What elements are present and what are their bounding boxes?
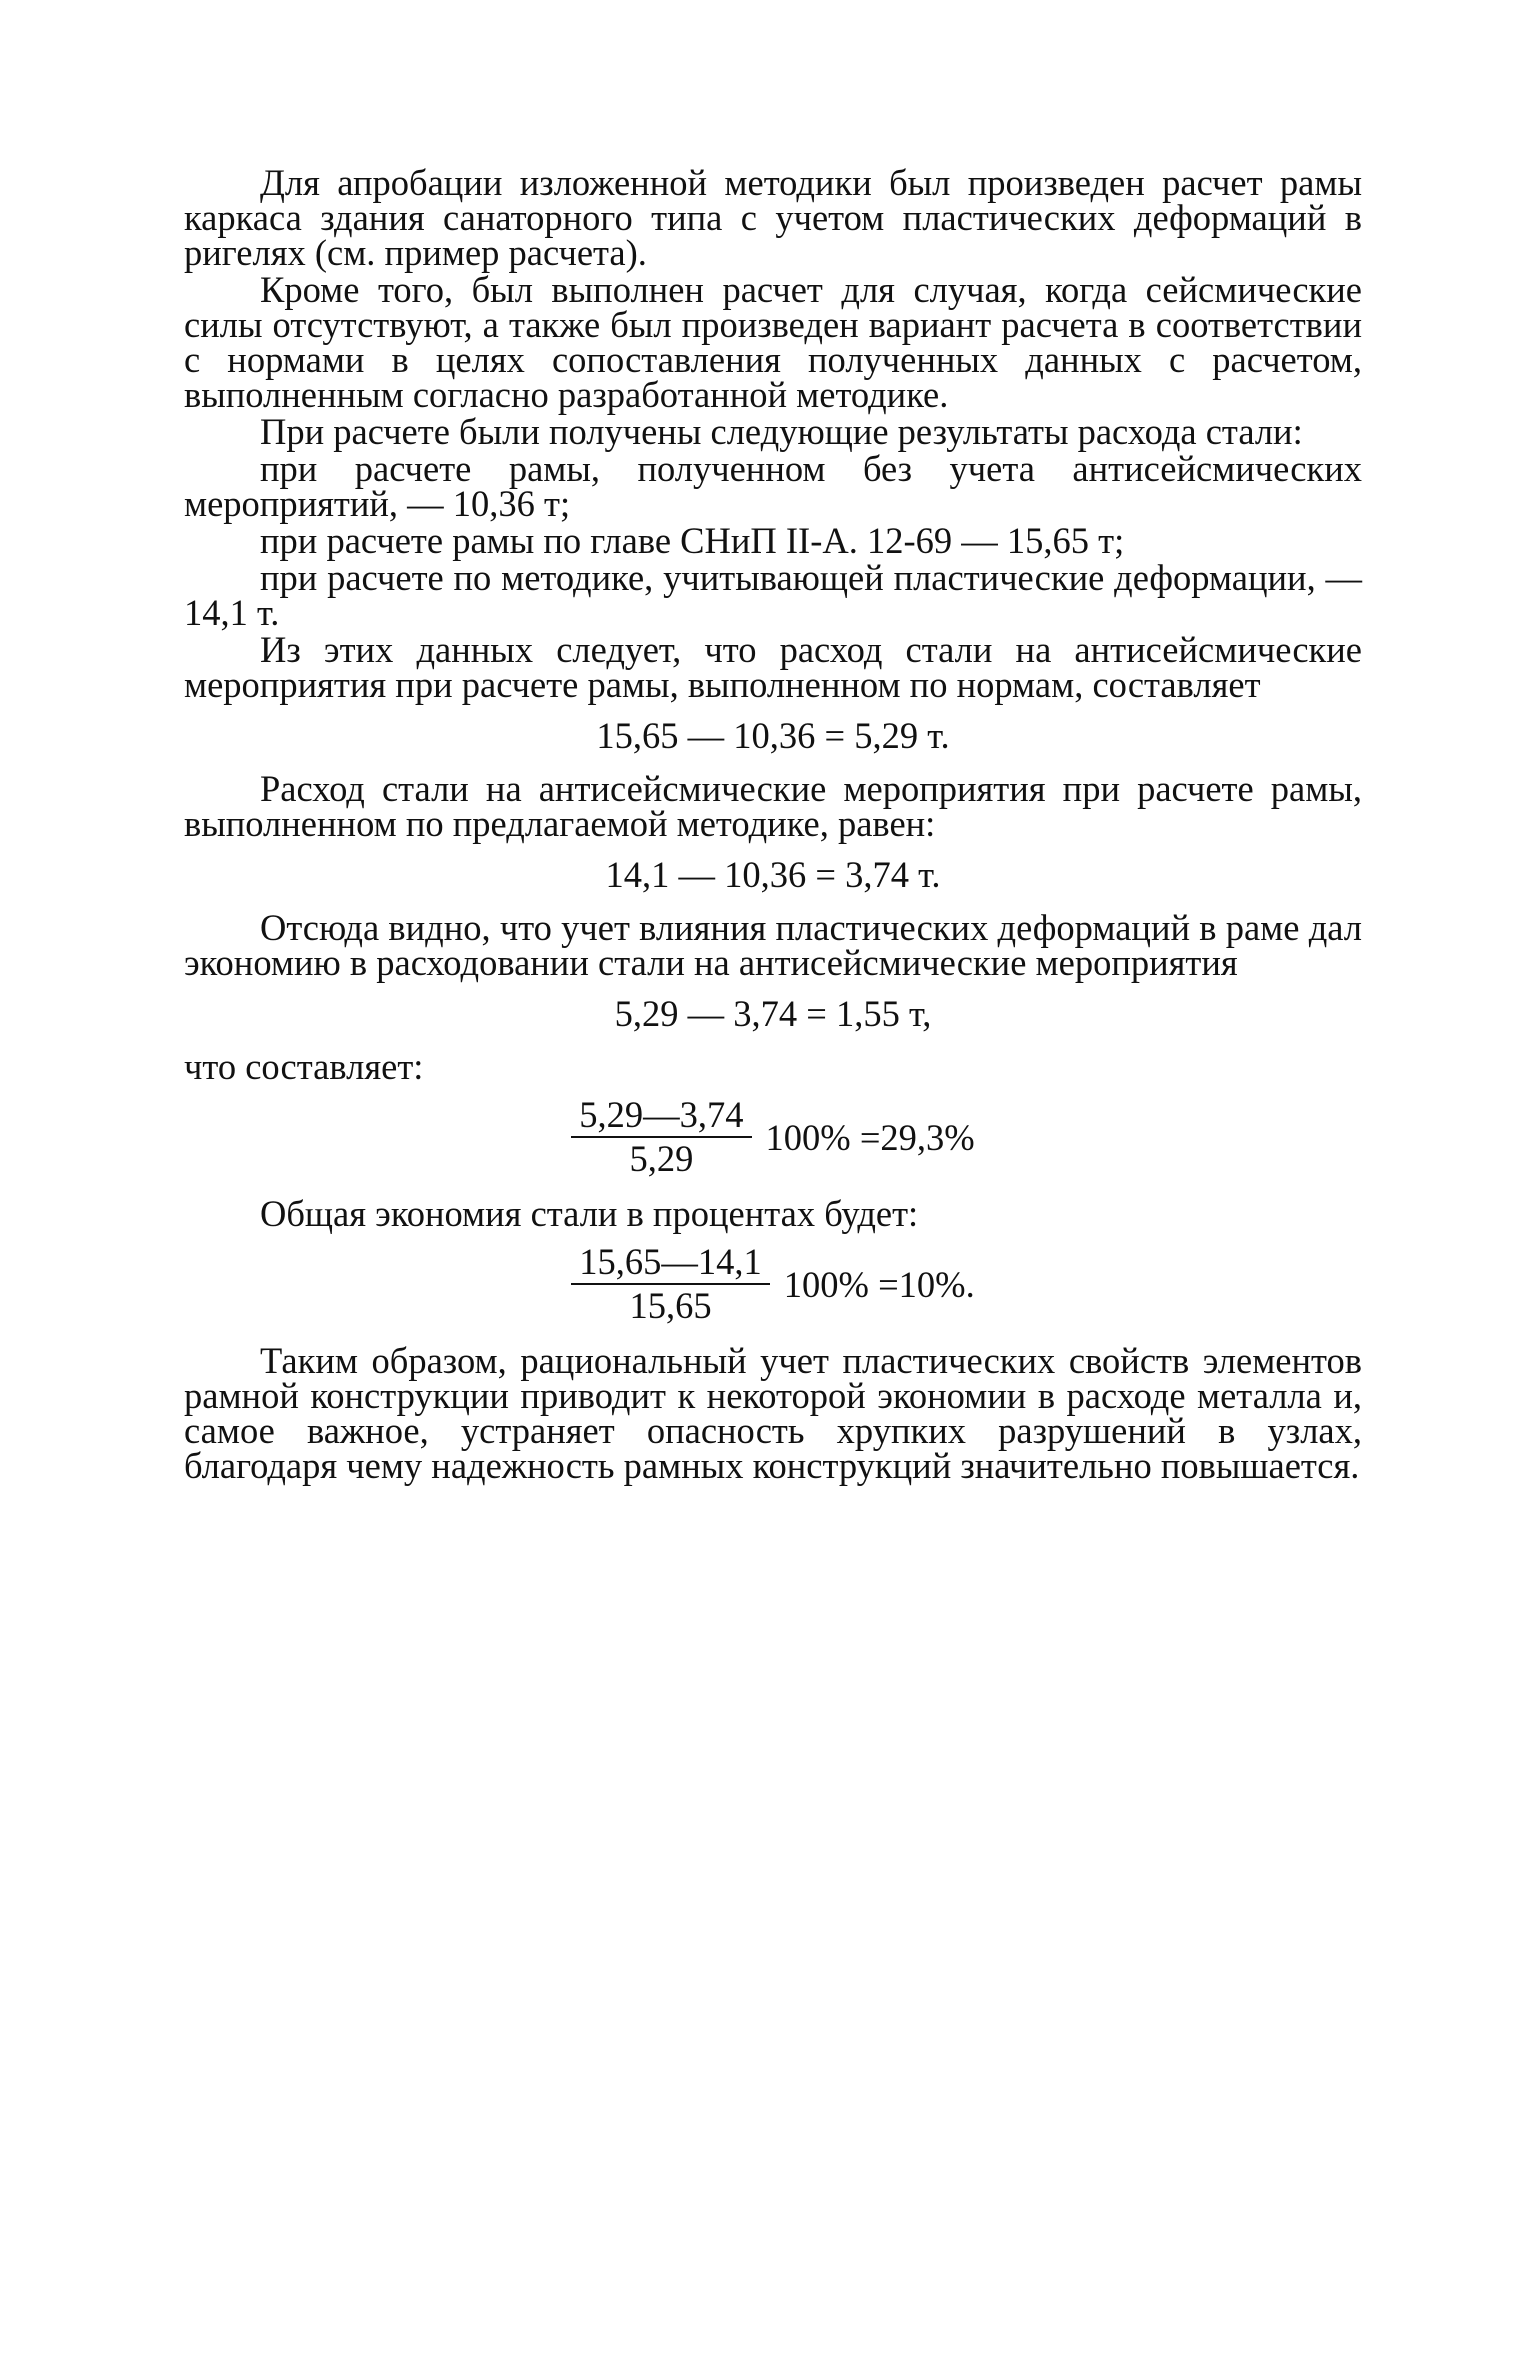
paragraph-result-plastic: при расчете по методике, учитывающей пластические деформации, — 14,1 т.	[184, 557, 1362, 633]
document-body	[184, 162, 1362, 1486]
paragraph-method-consumption: Расход стали на антисейсмические мероприятия при расчете рамы, выполненном по предлагаемой методике, равен:	[184, 768, 1362, 844]
paragraph-result-no-seismic: при расчете рамы, полученном без учета антисейсмических мероприятий, — 10,36 т;	[184, 448, 1362, 524]
paragraph-intro: Для апробации изложенной методики был произведен расчет рамы каркаса здания санаторного типа с учетом пластических деформаций в ригелях (см. пример расчета).	[184, 162, 1362, 273]
fraction-result: 100% =10%.	[783, 1263, 975, 1305]
formula-percent-total	[184, 1241, 1362, 1326]
fraction-numerator: 5,29—3,74	[571, 1098, 751, 1138]
paragraph-comparison: Кроме того, был выполнен расчет для случая, когда сейсмические силы отсутствуют, а также был произведен вариант расчета в соответствии с нормами в целях сопоставления полученных данных с расчетом, выполненным согласно разработанной методике.	[184, 269, 1362, 415]
fraction-numerator: 15,65—14,1	[571, 1245, 770, 1285]
fraction	[571, 1094, 751, 1179]
formula-method: 14,1 — 10,36 = 3,74 т.	[605, 854, 941, 895]
paragraph-results-intro: При расчете были получены следующие результаты расхода стали:	[260, 411, 1303, 452]
paragraph-conclusion: Таким образом, рациональный учет пластических свойств элементов рамной конструкции приводит к некоторой экономии в расходе металла и, самое важное, устраняет опасность хрупких разрушений в узлах, благодаря чему надежность рамных конструкций значительно повышается.	[184, 1340, 1362, 1486]
paragraph-which-is: что составляет:	[184, 1046, 424, 1087]
paragraph-norms-consumption: Из этих данных следует, что расход стали на антисейсмические мероприятия при расчете рамы, выполненном по нормам, составляет	[184, 629, 1362, 705]
paragraph-total-savings: Общая экономия стали в процентах будет:	[260, 1193, 919, 1234]
paragraph-savings: Отсюда видно, что учет влияния пластических деформаций в раме дал экономию в расходовании стали на антисейсмические мероприятия	[184, 907, 1362, 983]
fraction-result: 100% =29,3%	[765, 1116, 975, 1158]
fraction-denominator: 5,29	[629, 1138, 694, 1179]
formula-savings: 5,29 — 3,74 = 1,55 т,	[614, 993, 932, 1034]
formula-norms: 15,65 — 10,36 = 5,29 т.	[596, 715, 950, 756]
fraction-denominator: 15,65	[629, 1285, 712, 1326]
fraction	[571, 1241, 770, 1326]
formula-percent-antiseismic	[184, 1094, 1362, 1179]
paragraph-result-snip: при расчете рамы по главе СНиП II-А. 12-69 — 15,65 т;	[260, 520, 1125, 561]
